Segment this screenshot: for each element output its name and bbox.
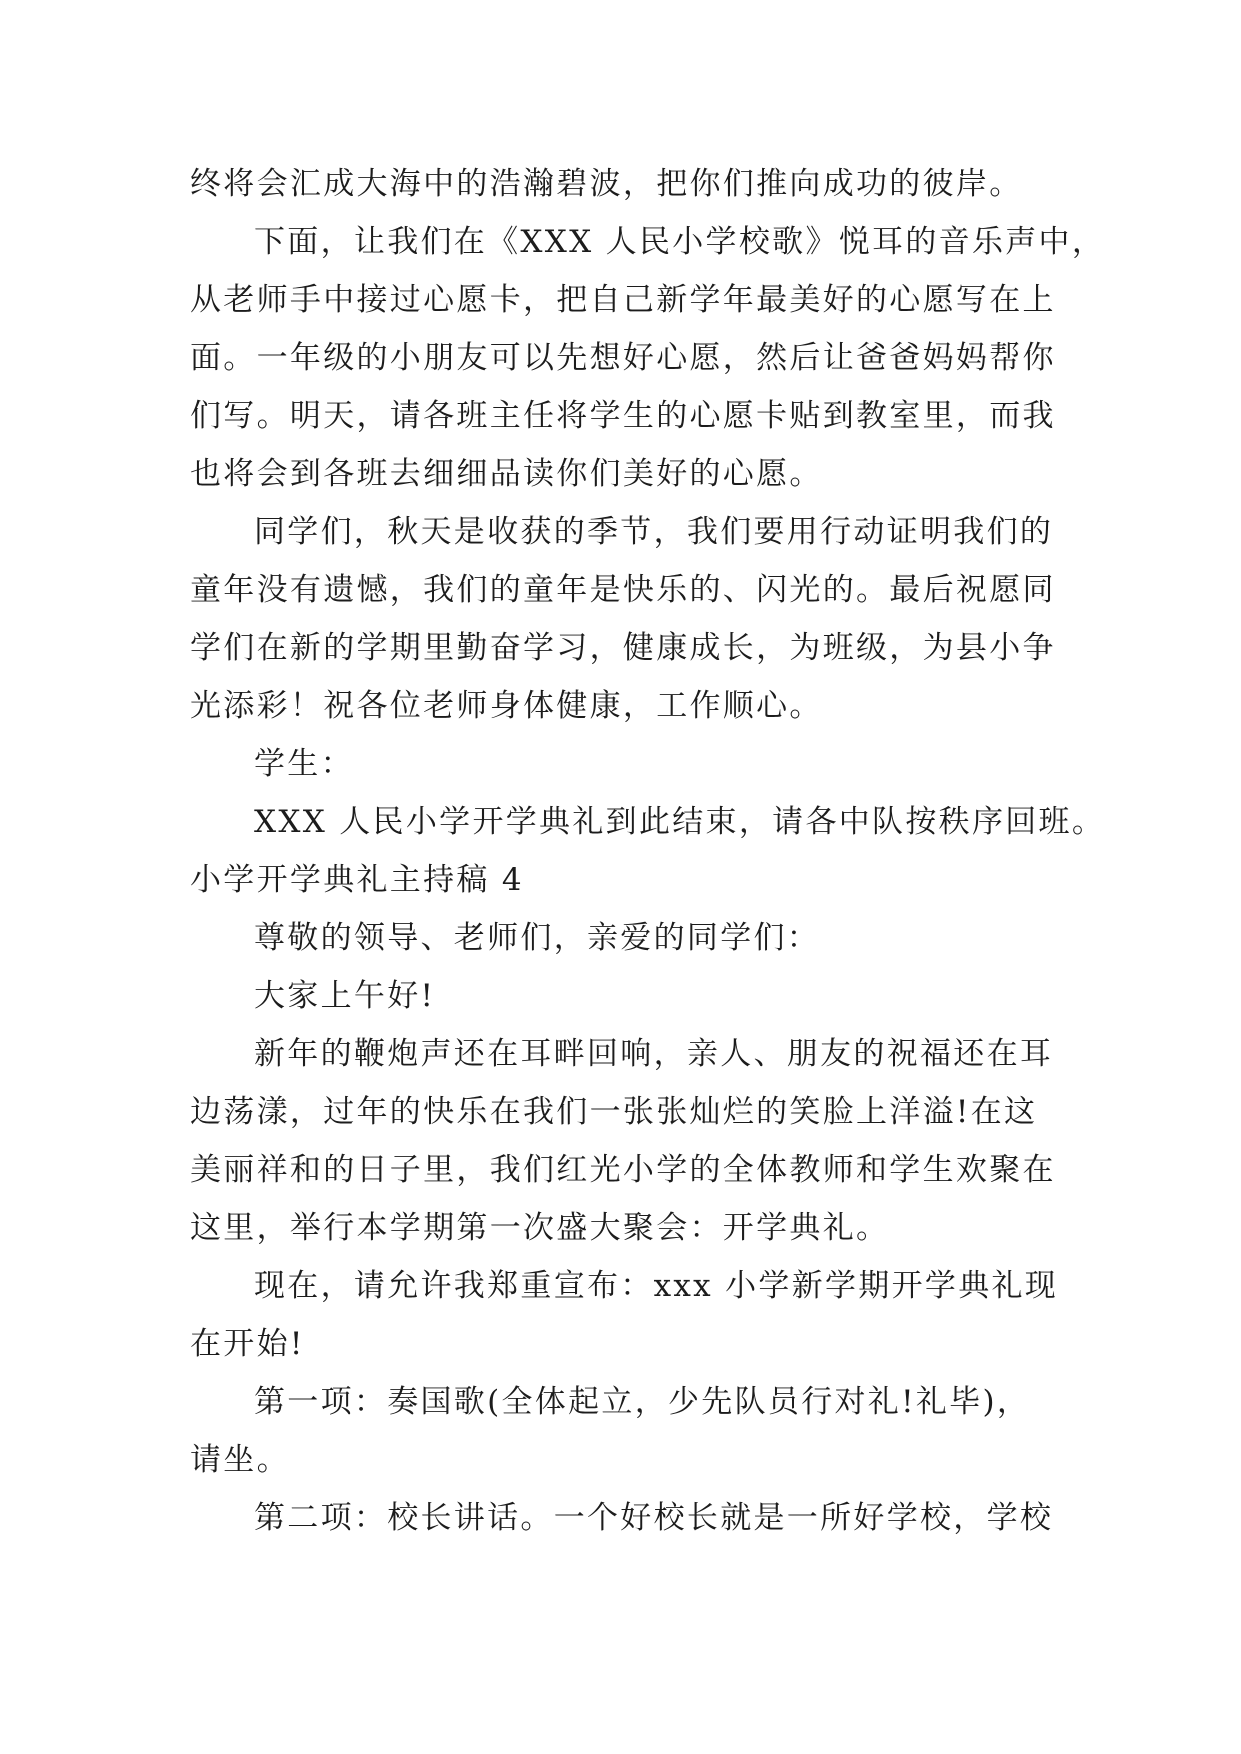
- text-line: 大家上午好!: [254, 978, 436, 1014]
- text-line: 童年没有遗憾，我们的童年是快乐的、闪光的。最后祝愿同: [190, 572, 1056, 608]
- text-line: 第二项：校长讲话。一个好校长就是一所好学校，学校: [254, 1500, 1054, 1536]
- text-line: 现在，请允许我郑重宣布：xxx 小学新学期开学典礼现: [254, 1268, 1059, 1304]
- text-line: 第一项：奏国歌(全体起立，少先队员行对礼!礼毕)，: [254, 1384, 1031, 1420]
- text-line: 美丽祥和的日子里，我们红光小学的全体教师和学生欢聚在: [190, 1152, 1056, 1188]
- text-line: 在开始!: [190, 1326, 305, 1362]
- text-line: 面。一年级的小朋友可以先想好心愿，然后让爸爸妈妈帮你: [190, 340, 1056, 376]
- text-line: 请坐。: [190, 1442, 290, 1478]
- text-line: 学们在新的学期里勤奋学习，健康成长，为班级，为县小争: [190, 630, 1056, 666]
- text-line: 下面，让我们在《XXX 人民小学校歌》悦耳的音乐声中，: [254, 224, 1106, 260]
- text-line: 从老师手中接过心愿卡，把自己新学年最美好的心愿写在上: [190, 282, 1056, 318]
- text-line: 边荡漾，过年的快乐在我们一张张灿烂的笑脸上洋溢!在这: [190, 1094, 1038, 1130]
- text-line: 终将会汇成大海中的浩瀚碧波，把你们推向成功的彼岸。: [190, 166, 1023, 202]
- text-line: XXX 人民小学开学典礼到此结束，请各中队按秩序回班。: [254, 804, 1106, 840]
- text-line: 光添彩！祝各位老师身体健康，工作顺心。: [190, 688, 823, 724]
- text-line: 同学们，秋天是收获的季节，我们要用行动证明我们的: [254, 514, 1054, 550]
- section-heading: 小学开学典礼主持稿 4: [190, 862, 524, 898]
- text-line: 们写。明天，请各班主任将学生的心愿卡贴到教室里，而我: [190, 398, 1056, 434]
- text-line: 这里，举行本学期第一次盛大聚会：开学典礼。: [190, 1210, 890, 1246]
- text-line: 也将会到各班去细细品读你们美好的心愿。: [190, 456, 823, 492]
- text-line: 学生：: [254, 746, 354, 782]
- text-line: 尊敬的领导、老师们，亲爱的同学们：: [254, 920, 821, 956]
- text-line: 新年的鞭炮声还在耳畔回响，亲人、朋友的祝福还在耳: [254, 1036, 1054, 1072]
